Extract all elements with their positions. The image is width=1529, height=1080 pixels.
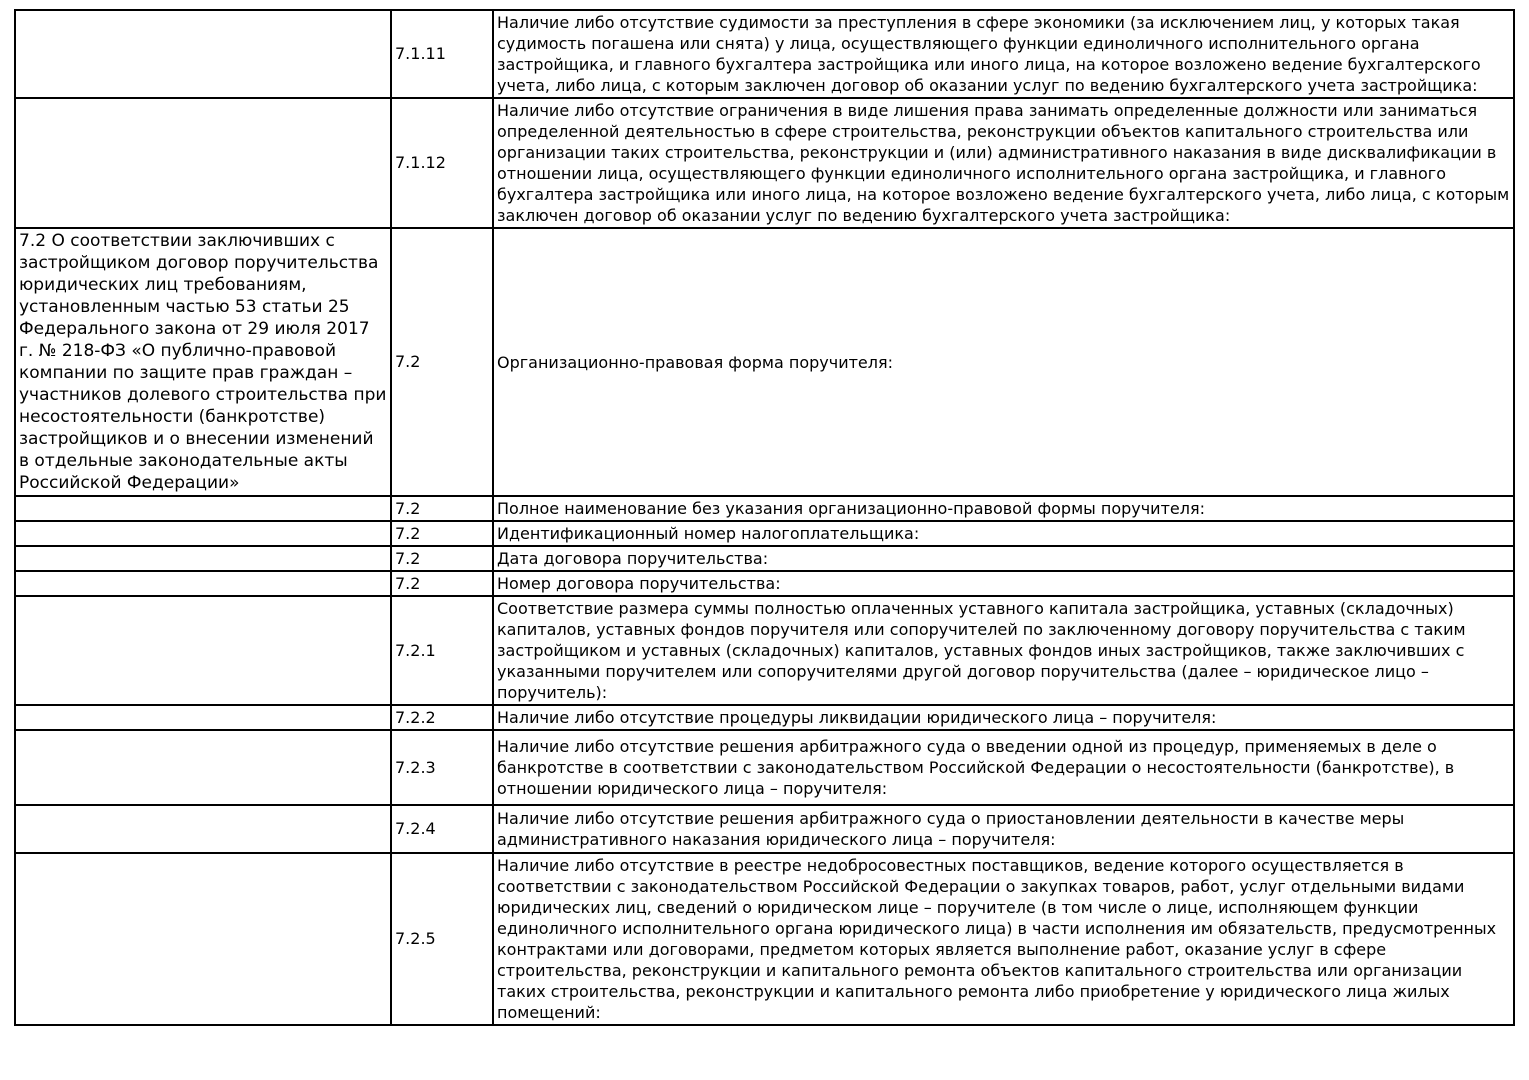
item-number: 7.1.11 (391, 10, 493, 98)
requirement-text: Дата договора поручительства: (493, 546, 1514, 571)
section-cell (15, 98, 391, 228)
requirement-text: Наличие либо отсутствие процедуры ликвидации юридического лица – поручителя: (493, 705, 1514, 730)
item-number: 7.2.3 (391, 730, 493, 805)
requirement-text: Полное наименование без указания организационно-правовой формы поручителя: (493, 496, 1514, 521)
section-cell (15, 496, 391, 521)
table-row (15, 546, 1514, 571)
section-description: 7.2 О соответствии заключивших с застройщиком договор поручительства юридических лиц требованиям, установленным частью 53 статьи 25 Федерального закона от 29 июля 2017 г. № 218-ФЗ «О публично-правовой компании по защите прав граждан – участников долевого строительства при несостоятельности (банкротстве) застройщиков и о внесении изменений в отдельные законодательные акты Российской Федерации» (15, 228, 391, 496)
requirement-text: Наличие либо отсутствие решения арбитражного суда о приостановлении деятельности в качестве меры административного наказания юридического лица – поручителя: (493, 805, 1514, 853)
section-cell (15, 805, 391, 853)
section-cell (15, 596, 391, 705)
section-cell (15, 730, 391, 805)
item-number: 7.2 (391, 228, 493, 496)
table-row (15, 496, 1514, 521)
table-row (15, 10, 1514, 98)
section-cell (15, 10, 391, 98)
requirement-text: Идентификационный номер налогоплательщика: (493, 521, 1514, 546)
table-row (15, 730, 1514, 805)
item-number: 7.2.4 (391, 805, 493, 853)
table-row (15, 805, 1514, 853)
item-number: 7.2.5 (391, 853, 493, 1025)
item-number: 7.2 (391, 571, 493, 596)
requirement-text: Наличие либо отсутствие судимости за преступления в сфере экономики (за исключением лиц, у которых такая судимость погашена или снята) у лица, осуществляющего функции единоличного исполнительного органа застройщика, и главного бухгалтера застройщика или иного лица, на которое возложено ведение бухгалтерского учета, либо лица, с которым заключен договор об оказании услуг по ведению бухгалтерского учета застройщика: (493, 10, 1514, 98)
section-cell (15, 521, 391, 546)
declaration-table (14, 9, 1515, 1026)
table-row (15, 853, 1514, 1025)
table-row (15, 596, 1514, 705)
item-number: 7.2 (391, 546, 493, 571)
item-number: 7.1.12 (391, 98, 493, 228)
item-number: 7.2.1 (391, 596, 493, 705)
requirement-text: Номер договора поручительства: (493, 571, 1514, 596)
item-number: 7.2.2 (391, 705, 493, 730)
table-row (15, 521, 1514, 546)
requirement-text: Соответствие размера суммы полностью оплаченных уставного капитала застройщика, уставных (складочных) капиталов, уставных фондов поручителя или сопоручителей по заключенному договору поручительства с таким застройщиком и уставных (складочных) капиталов, уставных фондов иных застройщиков, также заключивших с указанными поручителем или сопоручителями другой договор поручительства (далее – юридическое лицо – поручитель): (493, 596, 1514, 705)
section-cell (15, 853, 391, 1025)
requirement-text: Наличие либо отсутствие ограничения в виде лишения права занимать определенные должности или заниматься определенной деятельностью в сфере строительства, реконструкции объектов капитального строительства или организации таких строительства, реконструкции и (или) административного наказания в виде дисквалификации в отношении лица, осуществляющего функции единоличного исполнительного органа застройщика, и главного бухгалтера застройщика или иного лица, на которое возложено ведение бухгалтерского учета, либо лица, с которым заключен договор об оказании услуг по ведению бухгалтерского учета застройщика: (493, 98, 1514, 228)
table-row (15, 98, 1514, 228)
section-cell (15, 705, 391, 730)
table-row (15, 228, 1514, 496)
requirement-text: Наличие либо отсутствие решения арбитражного суда о введении одной из процедур, применяемых в деле о банкротстве в соответствии с законодательством Российской Федерации о несостоятельности (банкротстве), в отношении юридического лица – поручителя: (493, 730, 1514, 805)
table-row (15, 705, 1514, 730)
requirement-text: Организационно-правовая форма поручителя: (493, 228, 1514, 496)
section-cell (15, 571, 391, 596)
item-number: 7.2 (391, 521, 493, 546)
item-number: 7.2 (391, 496, 493, 521)
requirement-text: Наличие либо отсутствие в реестре недобросовестных поставщиков, ведение которого осуществляется в соответствии с законодательством Российской Федерации о закупках товаров, работ, услуг отдельными видами юридических лиц, сведений о юридическом лице – поручителе (в том числе о лице, исполняющем функции единоличного исполнительного органа юридического лица) в части исполнения им обязательств, предусмотренных контрактами или договорами, предметом которых является выполнение работ, оказание услуг в сфере строительства, реконструкции и капитального ремонта объектов капитального строительства или организации таких строительства, реконструкции и капитального ремонта либо приобретение у юридического лица жилых помещений: (493, 853, 1514, 1025)
table-row (15, 571, 1514, 596)
section-cell (15, 546, 391, 571)
